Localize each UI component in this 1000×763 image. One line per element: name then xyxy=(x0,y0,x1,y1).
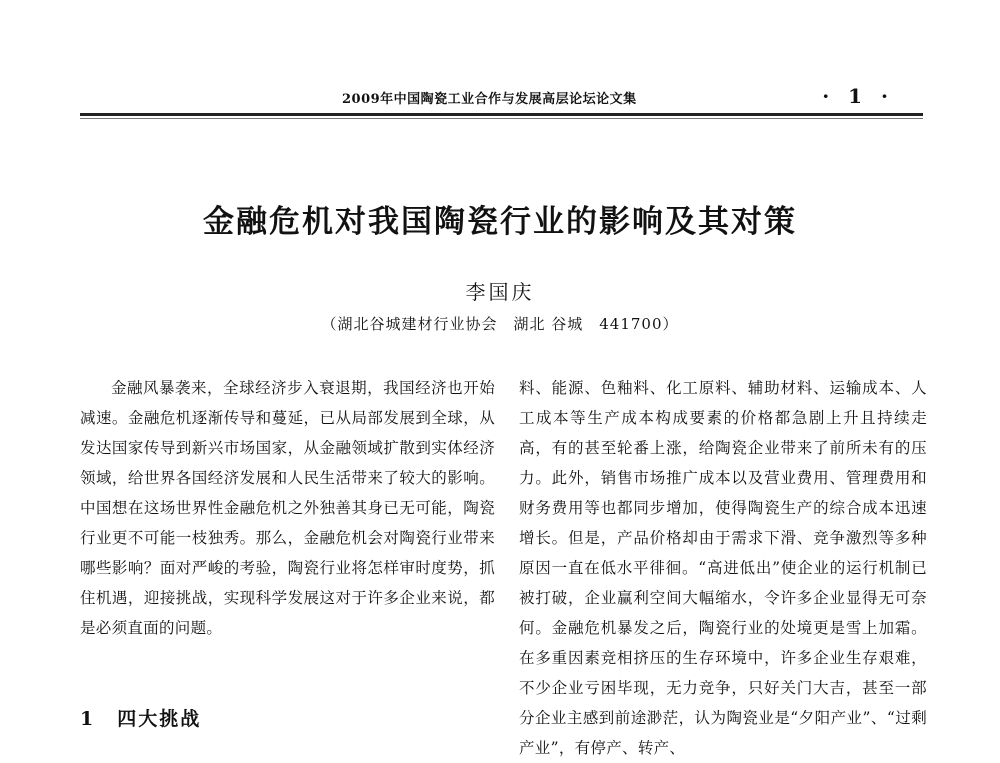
section-number: 1 xyxy=(80,708,96,730)
header-rule-thin xyxy=(80,118,923,119)
header-rule xyxy=(80,113,923,116)
section-title: 四大挑战 xyxy=(117,708,202,730)
left-column xyxy=(80,373,495,643)
right-column xyxy=(519,373,927,763)
intro-paragraph: 金融风暴袭来，全球经济步入衰退期，我国经济也开始减速。金融危机逐渐传导和蔓延，已从局部发展到全球，从发达国家传导到新兴市场国家，从金融领域扩散到实体经济领域，给世界各国经济发展和人民生活带来了较大的影响。中国想在这场世界性金融危机之外独善其身已无可能，陶瓷行业更不可能一枝独秀。那么，金融危机会对陶瓷行业带来哪些影响？面对严峻的考验，陶瓷行业将怎样审时度势，抓住机遇，迎接挑战，实现科学发展这对于许多企业来说，都是必须直面的问题。 xyxy=(80,379,495,637)
continued-paragraph: 料、能源、色釉料、化工原料、辅助材料、运输成本、人工成本等生产成本构成要素的价格都急剧上升且持续走高，有的甚至轮番上涨，给陶瓷企业带来了前所未有的压力。此外，销售市场推广成本以及营业费用、管理费用和财务费用等也都同步增加，使得陶瓷生产的综合成本迅速增长。但是，产品价格却由于需求下滑、竞争激烈等多种原因一直在低水平徘徊。“高进低出”使企业的运行机制已被打破，企业赢利空间大幅缩水，令许多企业显得无可奈何。金融危机暴发之后，陶瓷行业的处境更是雪上加霜。在多重因素竞相挤压的生存环境中，许多企业生存艰难，不少企业亏困毕现，无力竞争，只好关门大吉，甚至一部分企业主感到前途渺茫，认为陶瓷业是“夕阳产业”、“过剩产业”，有停产、转产、 xyxy=(519,379,927,757)
section-heading xyxy=(80,704,201,731)
running-header xyxy=(80,84,920,112)
article-title: 金融危机对我国陶瓷行业的影响及其对策 xyxy=(203,204,797,240)
author-name: 李国庆 xyxy=(465,280,535,304)
journal-title: 2009年中国陶瓷工业合作与发展高层论坛论文集 xyxy=(342,92,637,107)
page-number: · 1 · xyxy=(822,84,894,108)
author-affiliation: （湖北谷城建材行业协会 湖北 谷城 441700） xyxy=(321,315,679,333)
